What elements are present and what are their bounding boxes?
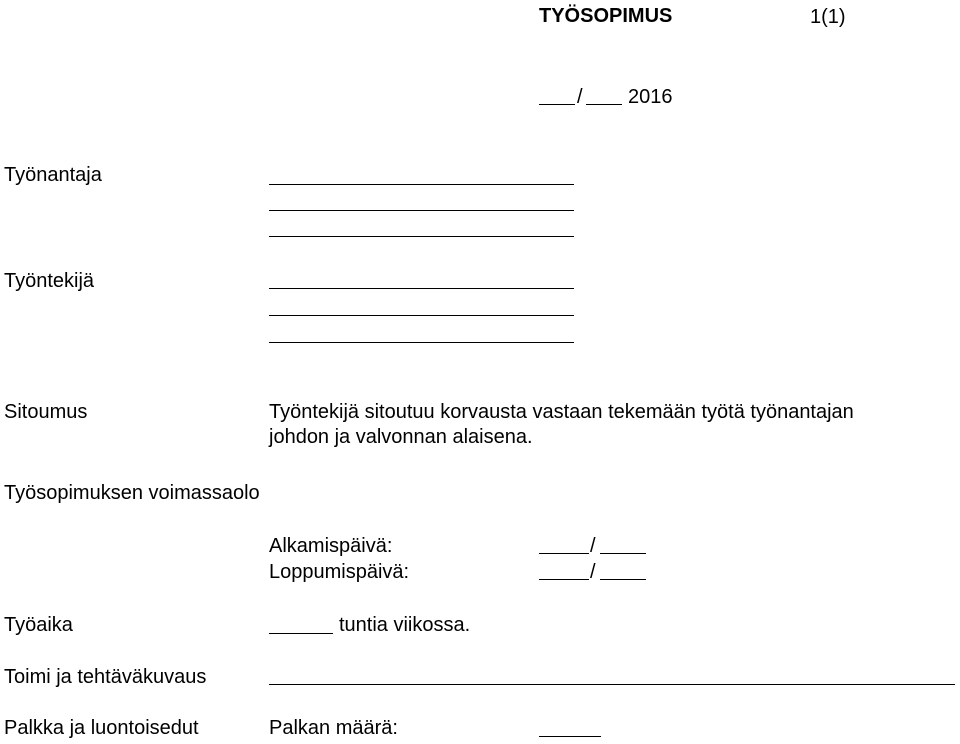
end-month-blank[interactable] (600, 579, 646, 580)
duties-label: Toimi ja tehtäväkuvaus (4, 666, 207, 688)
date-year: 2016 (628, 86, 673, 108)
salary-amount-label: Palkan määrä: (269, 717, 398, 739)
working-time-label: Työaika (4, 614, 73, 636)
hours-suffix: tuntia viikossa. (339, 614, 471, 636)
date-separator: / (577, 86, 583, 108)
end-date-separator: / (590, 561, 596, 583)
end-day-blank[interactable] (539, 579, 589, 580)
day-blank[interactable] (539, 104, 575, 105)
employer-line-1[interactable] (269, 184, 574, 185)
start-month-blank[interactable] (600, 553, 646, 554)
commitment-label: Sitoumus (4, 401, 88, 423)
document-title: TYÖSOPIMUS (539, 5, 673, 27)
start-date-separator: / (590, 535, 596, 557)
month-blank[interactable] (586, 104, 622, 105)
employer-line-3[interactable] (269, 236, 574, 237)
salary-label: Palkka ja luontoisedut (4, 717, 199, 739)
hours-blank[interactable] (269, 633, 333, 634)
end-date-label: Loppumispäivä: (269, 561, 410, 583)
employee-line-2[interactable] (269, 315, 574, 316)
commitment-text-line-1: Työntekijä sitoutuu korvausta vastaan tekemään työtä työnantajan (269, 401, 854, 423)
salary-amount-blank[interactable] (539, 736, 601, 737)
start-day-blank[interactable] (539, 553, 589, 554)
employer-label: Työnantaja (4, 164, 102, 186)
employee-line-1[interactable] (269, 288, 574, 289)
commitment-text-line-2: johdon ja valvonnan alaisena. (269, 426, 533, 448)
employer-line-2[interactable] (269, 210, 574, 211)
contract-duration-label: Työsopimuksen voimassaolo (4, 482, 260, 504)
duties-line[interactable] (269, 684, 955, 685)
employee-line-3[interactable] (269, 342, 574, 343)
page-indicator: 1(1) (810, 6, 846, 28)
employee-label: Työntekijä (4, 270, 95, 292)
start-date-label: Alkamispäivä: (269, 535, 393, 557)
